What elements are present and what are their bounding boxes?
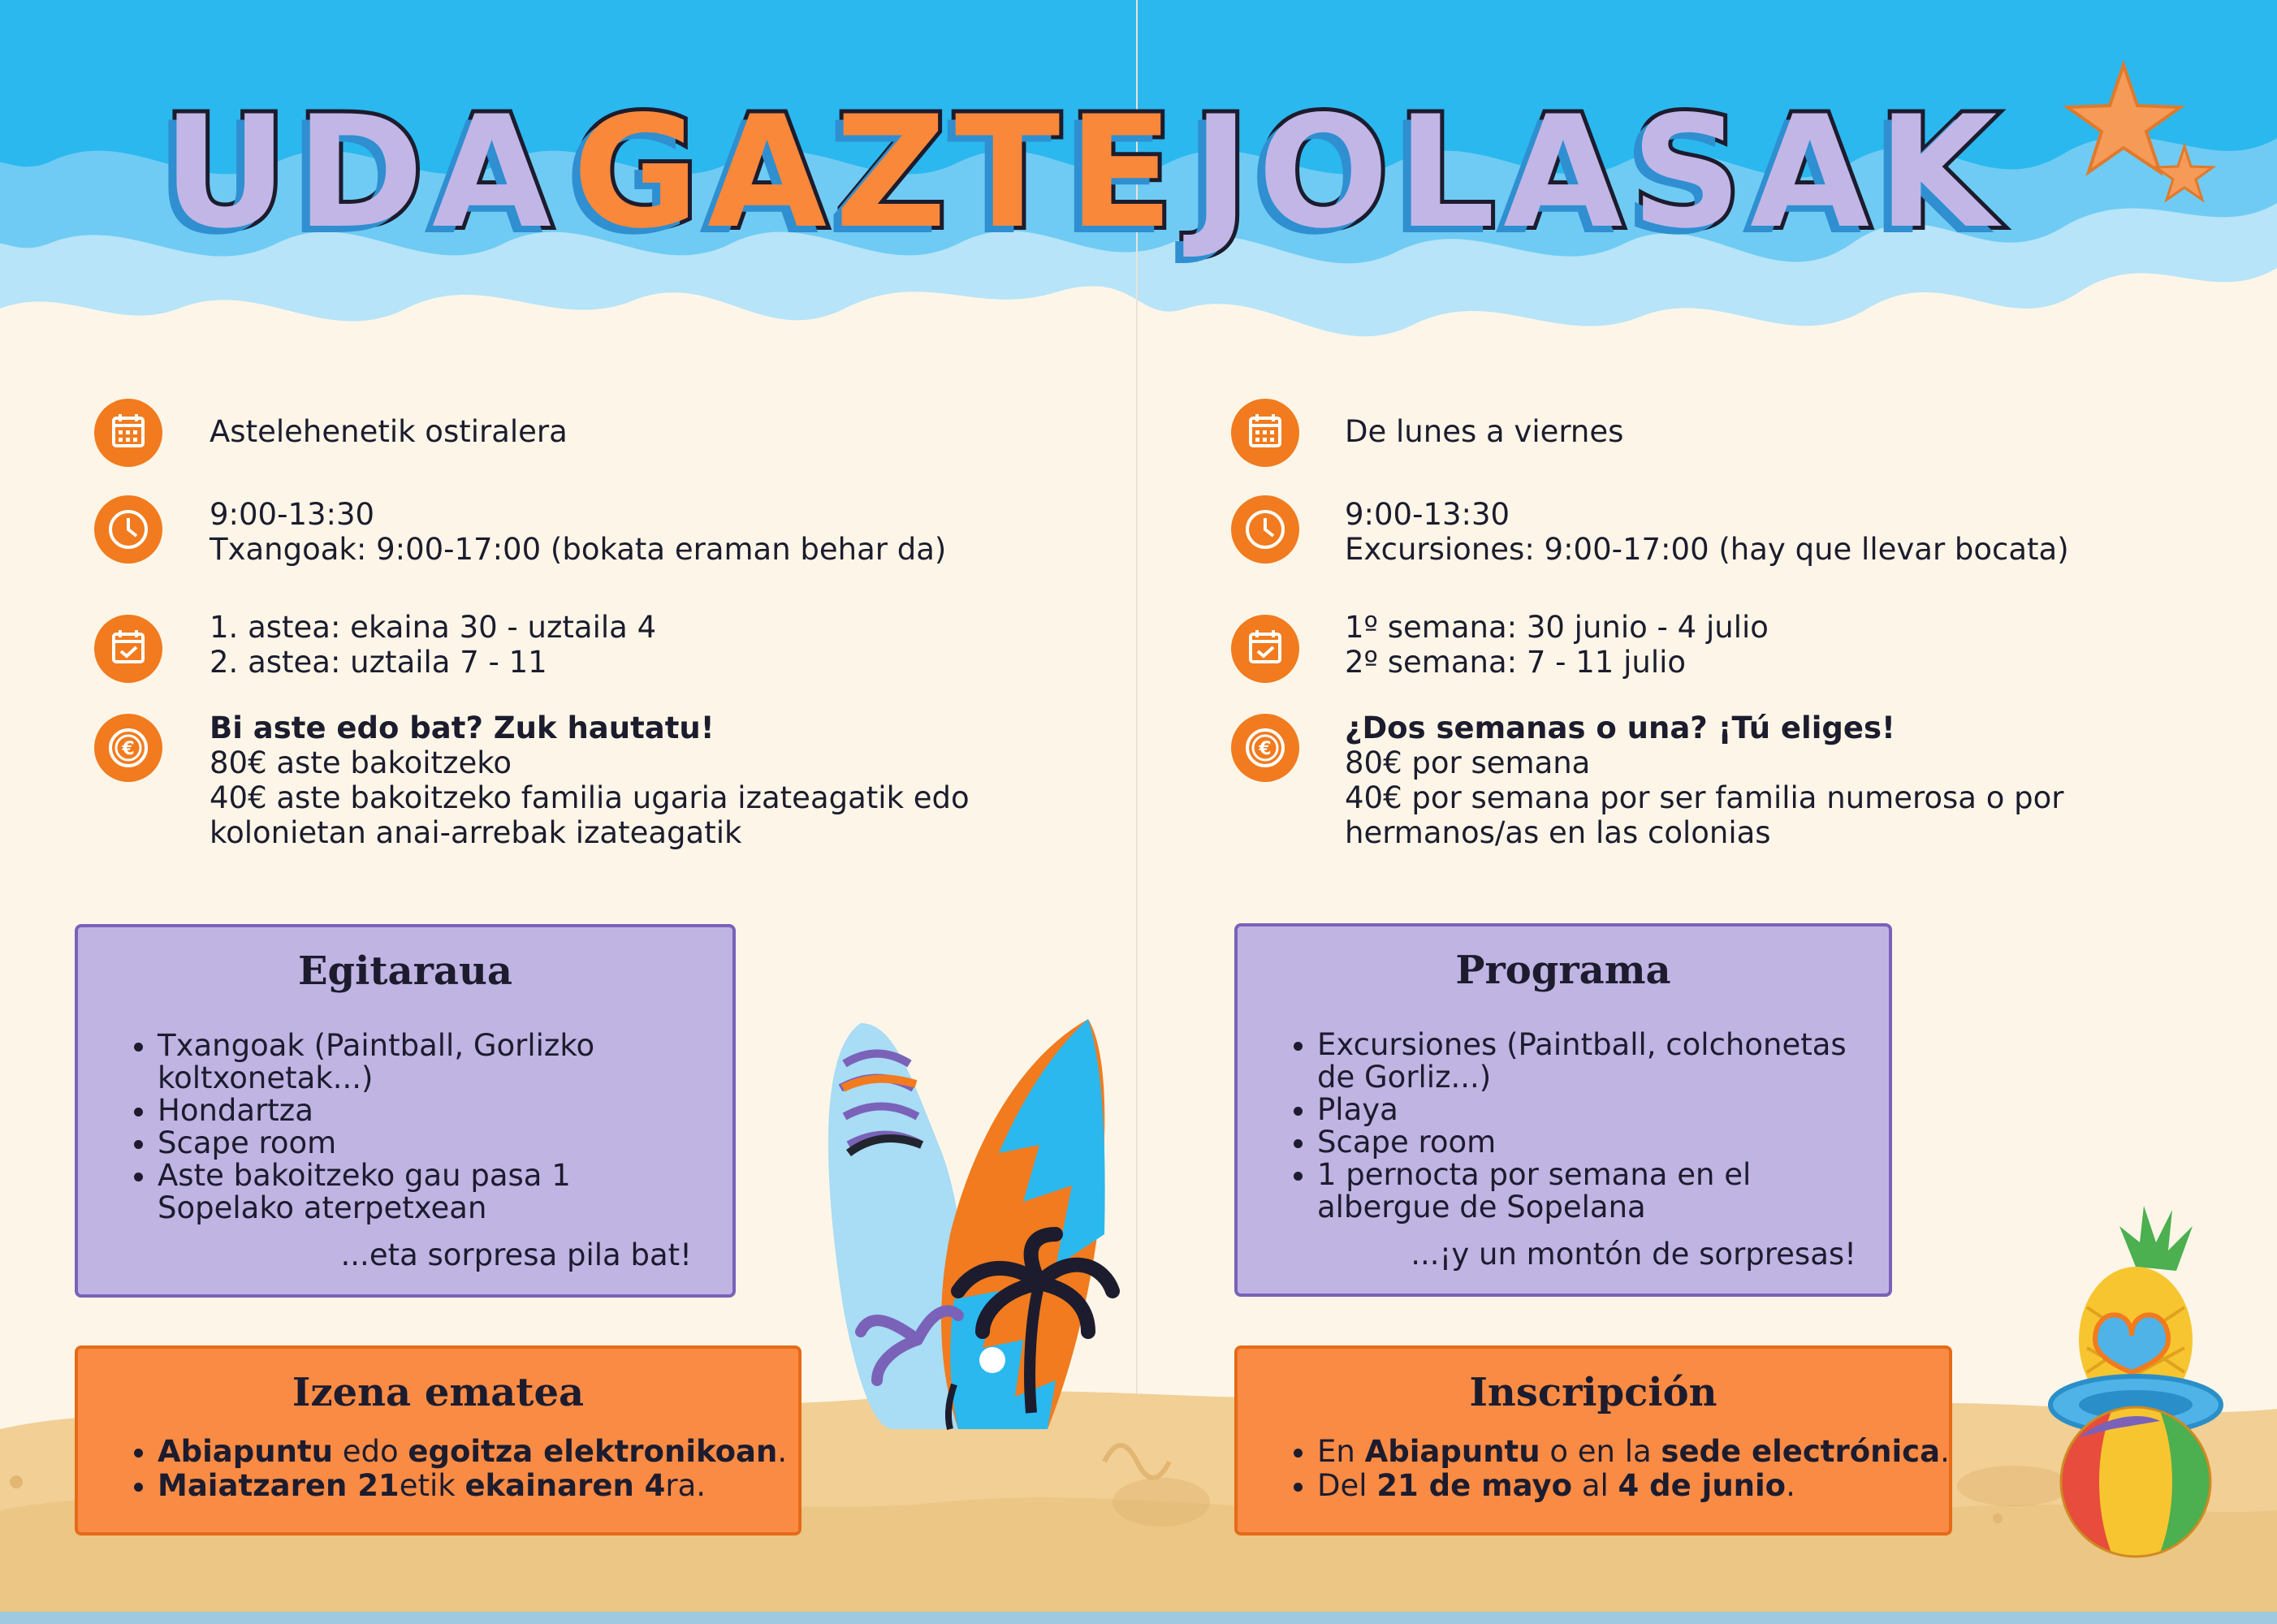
bold-text: sede electrónica: [1661, 1434, 1941, 1469]
registration-box: [1234, 1345, 1952, 1535]
euro-coin-icon: [94, 714, 162, 782]
text: .: [777, 1434, 788, 1469]
program-title: Programa: [1455, 948, 1671, 993]
text: .: [1786, 1468, 1795, 1503]
text: Del: [1317, 1468, 1377, 1503]
calendar-icon: [94, 399, 162, 467]
registration-title: Izena ematea: [292, 1370, 585, 1415]
program-box: [75, 924, 736, 1298]
text: .: [1940, 1434, 1950, 1469]
schedule-weeks: [1345, 610, 1769, 680]
schedule-days: De lunes a viernes: [1345, 414, 1624, 449]
pricing: [210, 710, 970, 850]
week-2-line: 2º semana: 7 - 11 julio: [1345, 645, 1687, 680]
list-item: [1317, 1435, 1983, 1469]
schedule-hours: [210, 497, 946, 567]
title-word-uda: UDA: [162, 83, 560, 262]
pricing-line: 40€ por semana por ser familia numerosa o por: [1345, 780, 2064, 815]
list-item: • Playa: [1317, 1094, 1853, 1126]
list-item: • Excursiones (Paintball, colchonetas de Gorliz...): [1317, 1029, 1853, 1094]
text: En: [1317, 1434, 1365, 1469]
bold-text: egoitza elektronikoan: [408, 1434, 778, 1469]
program-box: [1234, 923, 1892, 1297]
bold-text: 21 de mayo: [1376, 1468, 1573, 1503]
excursion-hours-line: Excursiones: 9:00-17:00 (hay que llevar bocata): [1345, 532, 2069, 567]
pricing-line: 40€ aste bakoitzeko familia ugaria izateagatik edo: [210, 780, 970, 815]
registration-box: [75, 1345, 801, 1535]
week-2-line: 2. astea: uztaila 7 - 11: [210, 645, 547, 680]
calendar-check-icon: [94, 615, 162, 683]
svg-text:€: €: [1259, 739, 1272, 759]
pricing-heading: ¿Dos semanas o una? ¡Tú eliges!: [1345, 710, 1895, 745]
list-item: [158, 1435, 823, 1469]
pricing-line: 80€ por semana: [1345, 745, 1591, 780]
bold-text: ekainaren 4: [464, 1468, 666, 1503]
program-title: Egitaraua: [297, 948, 513, 994]
schedule-hours: [1345, 497, 2069, 567]
program-tagline: ...eta sorpresa pila bat!: [340, 1237, 692, 1272]
bold-text: Abiapuntu: [158, 1434, 333, 1469]
registration-list: [1267, 1435, 1983, 1503]
schedule-days: Astelehenetik ostiralera: [210, 414, 568, 449]
title-word-gazte: GAZTE: [572, 83, 1182, 262]
pricing: [1345, 710, 2063, 850]
text: edo: [332, 1434, 408, 1469]
list-item: • Scape room: [158, 1127, 710, 1160]
list-item: • Txangoak (Paintball, Gorlizko koltxonetak...): [158, 1030, 710, 1095]
title-word-jolasak: JOLASAK: [1192, 83, 2006, 262]
hours-line: 9:00-13:30: [210, 497, 375, 532]
registration-title: Inscripción: [1469, 1370, 1717, 1415]
pricing-line: kolonietan anai-arrebak izateagatik: [210, 815, 742, 850]
list-item: • Scape room: [1317, 1126, 1853, 1159]
bold-text: Maiatzaren 21: [158, 1468, 400, 1503]
program-list: [107, 1030, 710, 1224]
program-list: [1267, 1029, 1853, 1224]
clock-icon: [1231, 495, 1299, 564]
week-1-line: 1º semana: 30 junio - 4 julio: [1345, 610, 1769, 645]
list-item: [1317, 1469, 1983, 1503]
list-item: • Hondartza: [158, 1095, 710, 1127]
text: al: [1572, 1468, 1618, 1503]
list-item: • 1 pernocta por semana en el albergue de Sopelana: [1317, 1159, 1853, 1224]
pricing-heading: Bi aste edo bat? Zuk hautatu!: [210, 710, 715, 745]
schedule-weeks: [210, 610, 656, 680]
pricing-line: hermanos/as en las colonias: [1345, 815, 1771, 850]
week-1-line: 1. astea: ekaina 30 - uztaila 4: [210, 610, 657, 645]
hours-line: 9:00-13:30: [1345, 497, 1510, 532]
svg-text:€: €: [122, 739, 135, 759]
beach-ball-icon: [2061, 1407, 2210, 1557]
text: ra.: [665, 1468, 706, 1503]
calendar-icon: [1231, 399, 1299, 467]
list-item: [158, 1469, 823, 1503]
clock-icon: [94, 495, 162, 564]
calendar-check-icon: [1231, 615, 1299, 683]
euro-coin-icon: [1231, 714, 1299, 782]
registration-list: [107, 1435, 823, 1503]
pricing-line: 80€ aste bakoitzeko: [210, 745, 512, 780]
text: o en la: [1540, 1434, 1661, 1469]
bold-text: Abiapuntu: [1364, 1434, 1540, 1469]
list-item: • Aste bakoitzeko gau pasa 1 Sopelako aterpetxean: [158, 1160, 710, 1224]
text: etik: [399, 1468, 465, 1503]
bold-text: 4 de junio: [1618, 1468, 1787, 1503]
excursion-hours-line: Txangoak: 9:00-17:00 (bokata eraman behar da): [210, 532, 947, 567]
program-tagline: ...¡y un montón de sorpresas!: [1411, 1237, 1856, 1272]
